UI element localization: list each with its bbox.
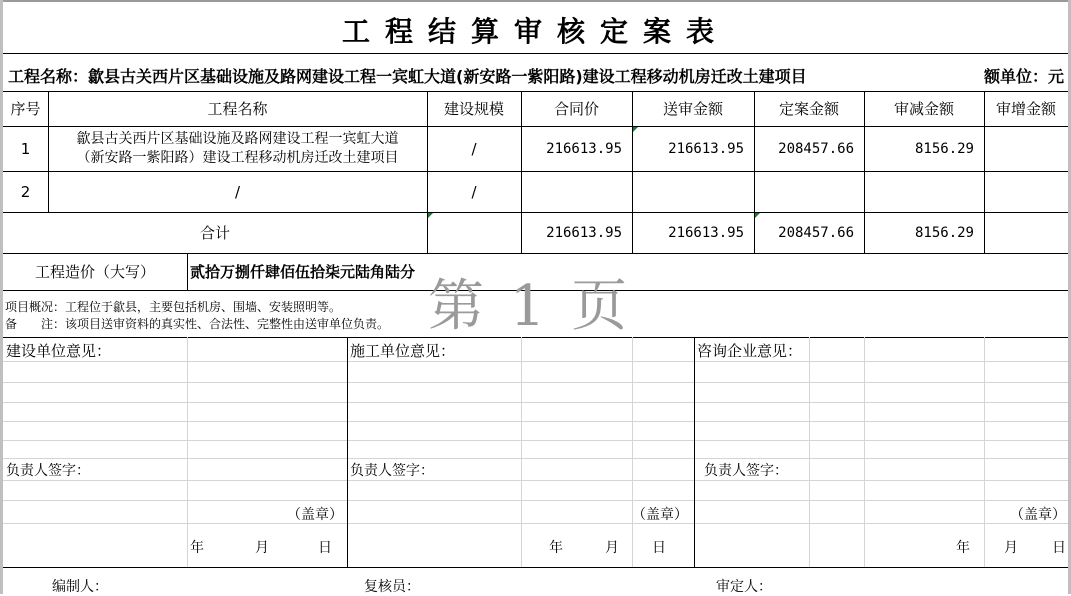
reviewer-label: 复核员：	[364, 579, 420, 595]
total-submitted: 216613.95	[668, 224, 744, 241]
header-increased: 审增金额	[995, 100, 1056, 118]
header-contract: 合同价	[553, 100, 599, 118]
row1-no: 1	[20, 139, 31, 158]
caps-divider	[187, 253, 188, 290]
row1-name-line2: （新安路一紫阳路）建设工程移动机房迁改土建项目	[76, 149, 399, 166]
row1-reduced: 8156.29	[914, 140, 974, 157]
gridline	[3, 402, 1068, 403]
construction-unit-opinion: 建设单位意见：	[6, 342, 112, 360]
header-project-name: 工程名称	[207, 100, 268, 118]
contractor-signature: 负责人签字：	[350, 463, 434, 479]
construction-signature: 负责人签字：	[6, 463, 90, 479]
gridline	[3, 440, 1068, 441]
gridline	[187, 337, 188, 567]
contractor-date-day: 日	[652, 540, 666, 556]
row2-no: 2	[20, 182, 31, 201]
cell-note-marker	[755, 213, 760, 218]
cell-note-marker	[633, 127, 638, 132]
remark: 备 注：该项目送审资料的真实性、合法性、完整性由送审单位负责。	[5, 317, 390, 331]
gridline	[809, 337, 810, 567]
construction-date-day: 日	[318, 540, 332, 556]
page-watermark: 第 1 页	[428, 274, 632, 339]
row1-project-name	[48, 126, 427, 171]
contractor-date-month: 月	[605, 540, 619, 556]
approver-label: 审定人：	[716, 579, 772, 595]
gridline	[3, 421, 1068, 422]
frame-top-border	[0, 0, 1071, 2]
total-approved: 208457.66	[778, 224, 854, 241]
header-approved: 定案金额	[778, 100, 839, 118]
total-label: 合计	[199, 224, 230, 242]
header-submitted: 送审金额	[662, 100, 723, 118]
gridline	[3, 382, 1068, 383]
construction-date-month: 月	[255, 540, 269, 556]
cell-note-marker	[428, 213, 433, 218]
construction-seal: （盖章）	[287, 507, 343, 523]
title-bottom-line	[3, 53, 1068, 54]
header-reduced: 审减金额	[893, 100, 954, 118]
compiler-label: 编制人：	[52, 579, 108, 595]
contractor-unit-opinion: 施工单位意见：	[350, 342, 456, 360]
frame-left-border	[0, 0, 3, 594]
consulting-signature: 负责人签字：	[704, 463, 788, 479]
project-overview: 项目概况：工程位于歙县，主要包括机房、围墙、安装照明等。	[5, 300, 342, 314]
contractor-seal: （盖章）	[632, 507, 688, 523]
total-contract: 216613.95	[546, 224, 622, 241]
consulting-unit-opinion: 咨询企业意见：	[697, 342, 803, 360]
consulting-date-year: 年	[956, 540, 970, 556]
row1-approved: 208457.66	[778, 140, 854, 157]
gridline	[3, 523, 1068, 524]
row1-increased	[984, 126, 1068, 171]
amount-unit: 额单位：元	[984, 67, 1065, 86]
opinion-divider-2	[694, 337, 695, 567]
contractor-date-year: 年	[549, 540, 563, 556]
opinion-bottom-line	[3, 567, 1068, 568]
row1-submitted: 216613.95	[668, 140, 744, 157]
project-name-line: 工程名称：歙县古关西片区基础设施及路网建设工程一宾虹大道(新安路一紫阳路)建设工程移动机房迁改土建项目	[8, 67, 807, 86]
gridline	[3, 361, 1068, 362]
gridline	[632, 337, 633, 567]
gridline	[3, 458, 1068, 459]
row1-scale: /	[471, 139, 477, 158]
construction-date-year: 年	[190, 540, 204, 556]
row2-project-name: /	[234, 182, 241, 201]
gridline	[984, 337, 985, 567]
consulting-date-month: 月	[1004, 540, 1018, 556]
header-scale: 建设规模	[443, 100, 504, 118]
cost-caps-value: 贰拾万捌仟肆佰伍拾柒元陆角陆分	[190, 263, 416, 281]
opinion-divider-1	[347, 337, 348, 567]
gridline	[864, 337, 865, 567]
row1-name-line1: 歙县古关西片区基础设施及路网建设工程一宾虹大道	[76, 130, 399, 147]
header-no: 序号	[10, 100, 41, 118]
page-title: 工程结算审核定案表	[341, 15, 729, 48]
consulting-seal: （盖章）	[1010, 507, 1066, 523]
gridline	[521, 337, 522, 567]
cost-caps-label: 工程造价（大写）	[34, 263, 155, 281]
row1-contract: 216613.95	[546, 140, 622, 157]
consulting-date-day: 日	[1052, 540, 1066, 556]
gridline	[3, 500, 1068, 501]
gridline	[3, 480, 1068, 481]
total-reduced: 8156.29	[914, 224, 974, 241]
row2-scale: /	[471, 182, 477, 201]
